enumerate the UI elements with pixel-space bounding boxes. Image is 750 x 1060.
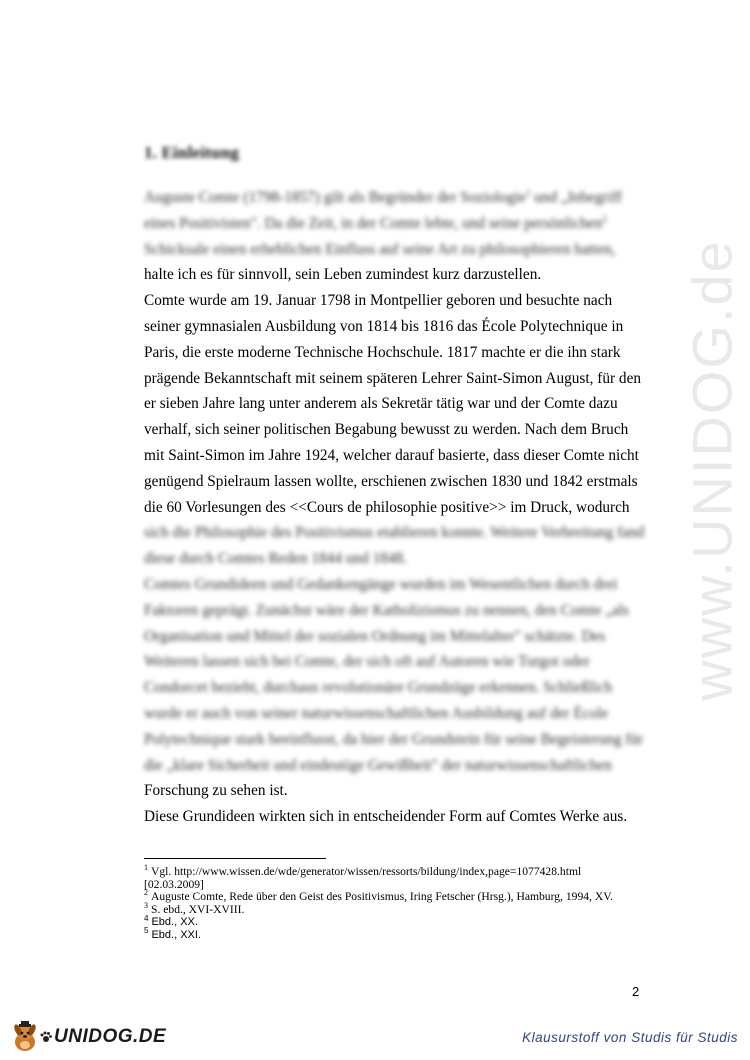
text-line: Weiteren lassen sich bei Comte, der sich oft auf Autoren wie Turgot oder	[144, 653, 590, 671]
body-text	[144, 185, 644, 830]
text-line: Comtes Grundideen und Gedankengänge wurden im Wesentlichen durch drei	[144, 575, 618, 593]
text-line: Diese Grundideen wirkten sich in entscheidender Form auf Comtes Werke aus.	[144, 808, 628, 826]
footer-slogan: Klausurstoff von Studis für Studis	[522, 1030, 738, 1045]
footnote-ref: 1	[525, 187, 531, 198]
text-line: halte ich es für sinnvoll, sein Leben zumindest kurz darzustellen.	[144, 266, 542, 284]
footnote-divider	[144, 858, 326, 859]
section-heading: 1. Einleitung	[144, 143, 240, 162]
logo-text: UNIDOG.DE	[54, 1026, 167, 1047]
text-line: wurde er auch von seiner naturwissenschaftlichen Ausbildung auf der École	[144, 704, 609, 722]
paw-icon	[40, 1031, 52, 1043]
text-line: Auguste Comte (1798-1857) gilt als Begründer der Soziologie$^1$ und „Inbegriff	[144, 187, 622, 206]
footnote-ref: 2	[602, 213, 607, 224]
text-line: diese durch Comtes Reden 1844 und 1848.	[144, 550, 407, 568]
watermark: www.UNIDOG.de	[680, 239, 744, 701]
text-line: Paris, die erste moderne Technische Hochschule. 1817 machte er die ihn stark	[144, 343, 621, 361]
text-line: Forschung zu sehen ist.	[144, 782, 288, 800]
text-line: seiner gymnasialen Ausbildung von 1814 bis 1816 das École Polytechnique in	[144, 317, 624, 335]
text-line: Schicksale einen erheblichen Einfluss auf seine Art zu philosophieren hatten,	[144, 240, 616, 258]
text-line: sich die Philosophie des Positivismus etablieren konnte. Weitere Verbreitung fand	[144, 524, 645, 542]
page-number: 2	[632, 984, 640, 999]
text-line: eines Positivisten". Da die Zeit, in der Comte lebte, und seine persönlichen$^2$	[144, 213, 607, 232]
unidog-logo[interactable]	[10, 1020, 166, 1054]
text-line: Organisation und Mittel der sozialen Ordnung im Mittelalter" schätzte. Des	[144, 627, 606, 645]
text-line: Faktoren geprägt. Zunächst wäre der Katholizismus zu nennen, den Comte „als	[144, 601, 630, 619]
text-line: Polytechnique stark beeinflusst, da hier der Grundstein für seine Begeisterung für	[144, 730, 644, 748]
footnote: $^5$ Ebd., XXI.	[144, 926, 201, 941]
text-line: Condorcet bezieht, durchaus revolutionäre Grundzüge erkennen. Schließlich	[144, 679, 613, 697]
dog-mascot-icon	[10, 1021, 40, 1053]
footnote: $^4$ Ebd., XX.	[144, 913, 198, 929]
text-line: Comte wurde am 19. Januar 1798 in Montpellier geboren und besuchte nach	[144, 292, 613, 310]
text-line: mit Saint-Simon im Jahre 1924, welcher darauf basierte, dass dieser Comte nicht	[144, 446, 639, 464]
footnote: $^3$ S. ebd., XVI-XVIII.	[144, 900, 245, 916]
footnotes	[144, 863, 634, 942]
text-line: die 60 Vorlesungen des <<Cours de philosophie positive>> im Druck, wodurch	[144, 498, 630, 516]
footnote: $^1$ Vgl. http://www.wissen.de/wde/generator/wissen/ressorts/bildung/index,page=1077428.html [02.03.2009]	[144, 863, 582, 891]
text-line: verhalf, sich seiner politischen Begabung bewusst zu werden. Nach dem Bruch	[144, 421, 629, 439]
footnote: $^2$ Auguste Comte, Rede über den Geist des Positivismus, Iring Fetscher (Hrsg.), Hamburg, 1994, XV.	[144, 888, 613, 904]
text-line: die „klare Sicherheit und eindeutige Gewißheit" der naturwissenschaftlichen	[144, 756, 612, 774]
text-line: genügend Spielraum lassen wollte, erschienen zwischen 1830 und 1842 erstmals	[144, 472, 638, 490]
text-line: er sieben Jahre lang unter anderem als Sekretär tätig war und der Comte dazu	[144, 395, 618, 413]
text-line: prägende Bekanntschaft mit seinem späteren Lehrer Saint-Simon August, für den	[144, 369, 642, 387]
